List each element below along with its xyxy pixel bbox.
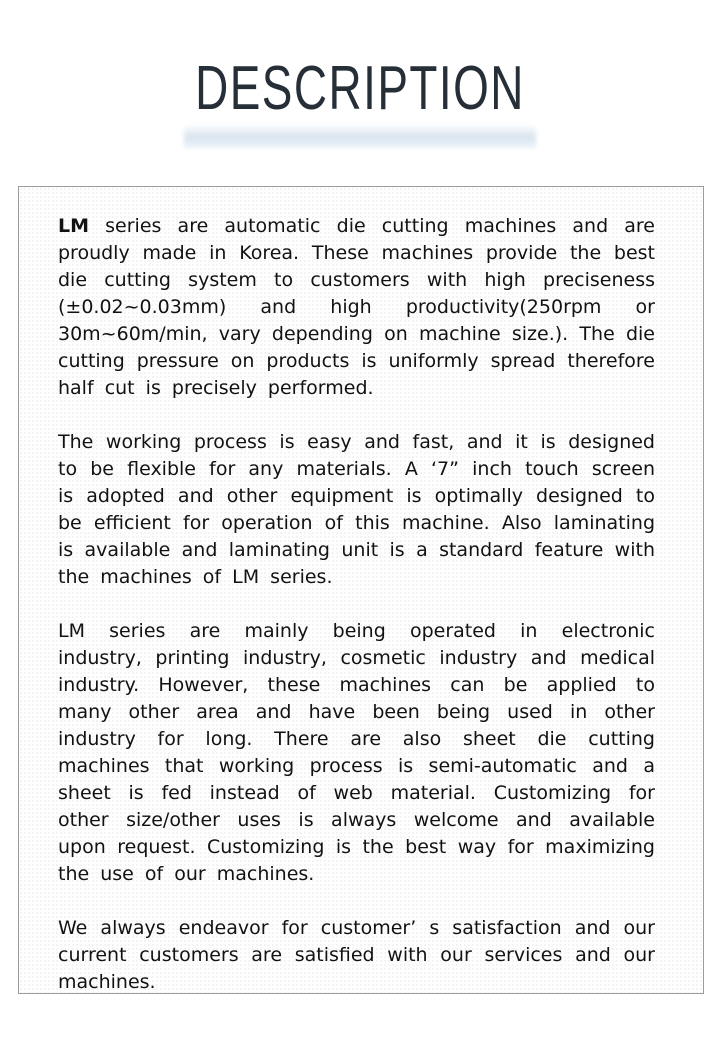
description-paragraph-3: LM series are mainly being operated in electronic industry, printing industry, cosmetic industry and medical industry. However, these machines can be applied to many other area and have been being used in other industry for long. There are also sheet die cutting machines that working process is semi-automatic and a sheet is fed instead of web material. Customizing for other size/other uses is always welcome and available upon request. Customizing is the best way for maximizing the use of our machines. — [58, 620, 655, 885]
description-paragraph-1 — [58, 213, 655, 402]
title-highlight-band — [184, 124, 536, 148]
description-panel — [18, 186, 704, 994]
lm-series-lead: LM — [58, 215, 90, 237]
paragraph-1-text: series are automatic die cutting machines and are proudly made in Korea. These machines provide the best die cutting system to customers with high preciseness (±0.02~0.03mm) and high productivity(250rpm or 30m~60m/min, vary depending on machine size.). The die cutting pressure on products is uniformly spread therefore half cut is precisely performed. — [58, 215, 655, 399]
page-title: DESCRIPTION — [195, 54, 525, 123]
page-header — [0, 0, 720, 160]
description-paragraph-4: We always endeavor for customer’ s satisfaction and our current customers are satisfied with our services and our machines. — [58, 917, 655, 993]
description-paragraph-2: The working process is easy and fast, and it is designed to be flexible for any materials. A ‘7” inch touch screen is adopted and other equipment is optimally designed to be efficient for operation of this machine. Also laminating is available and laminating unit is a standard feature with the machines of LM series. — [58, 431, 655, 588]
